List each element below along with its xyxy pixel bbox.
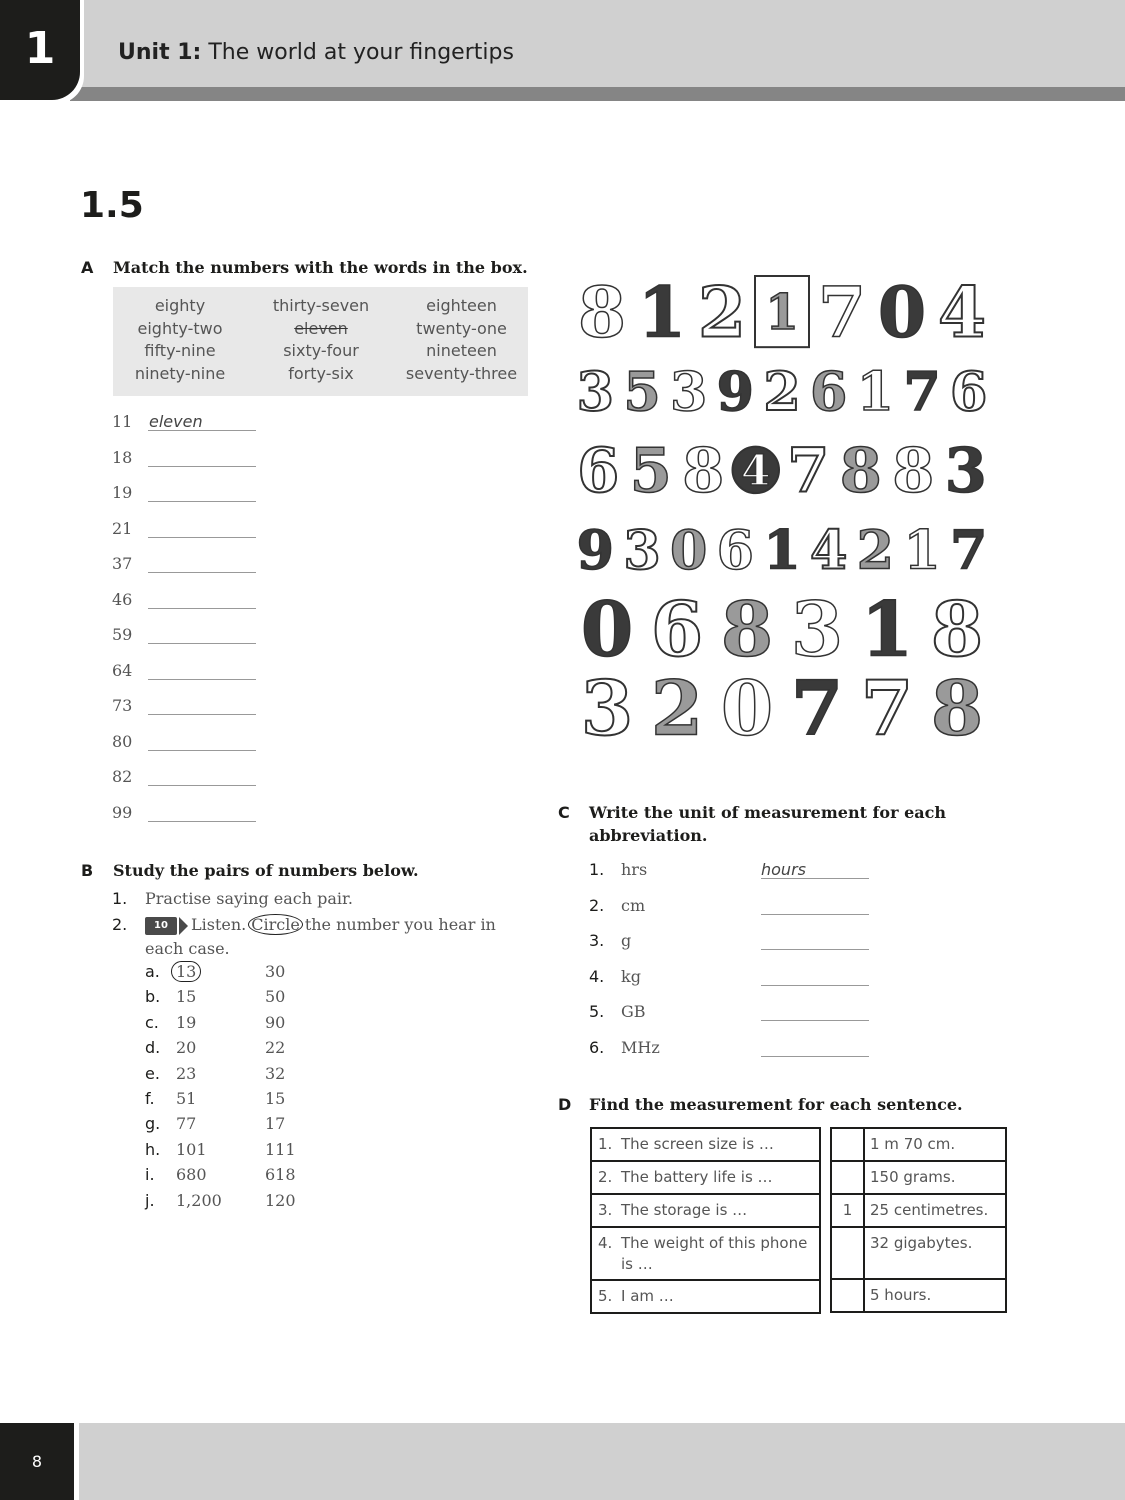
step-text-before: Listen. (191, 915, 247, 934)
item-number: 5. (589, 1002, 605, 1022)
match-number: 82 (112, 767, 133, 786)
sentence-text: The storage is … (621, 1194, 820, 1227)
match-item (112, 481, 272, 517)
play-icon (179, 917, 188, 935)
measurement-row (831, 1194, 1006, 1227)
match-answer-box[interactable]: 1 (831, 1194, 864, 1227)
measurement-text: 5 hours. (864, 1279, 1006, 1312)
exercise-d-letter: D (558, 1095, 572, 1114)
answer-line[interactable] (761, 914, 869, 915)
measurement-row (831, 1227, 1006, 1279)
sentence-row (591, 1128, 820, 1161)
item-number: 4. (589, 966, 605, 986)
pair-first-number[interactable]: 1,200 (176, 1190, 222, 1210)
sentence-number: 4. (591, 1227, 621, 1280)
measurement-text: 1 m 70 cm. (864, 1128, 1006, 1161)
pair-letter: j. (145, 1190, 155, 1210)
word-item: fifty-nine (144, 341, 216, 361)
abbreviation: hrs (621, 860, 648, 879)
word-column (247, 295, 395, 396)
abbreviation: MHz (621, 1037, 660, 1057)
measurement-text: 150 grams. (864, 1161, 1006, 1194)
match-item (112, 801, 272, 837)
pair-second-number[interactable]: 120 (265, 1190, 296, 1210)
pair-row (145, 1191, 345, 1216)
illustration-numeral: 5 (629, 435, 672, 507)
pair-letter: h. (145, 1139, 161, 1159)
abbreviation: kg (621, 966, 641, 986)
exercise-d-instruction: Find the measurement for each sentence. (589, 1095, 963, 1114)
answer-line[interactable] (148, 501, 256, 502)
match-answer-box[interactable] (831, 1227, 864, 1279)
match-number: 80 (112, 731, 133, 751)
exercise-b-steps (112, 887, 532, 961)
abbreviation: GB (621, 1002, 646, 1022)
illustration-numeral: 7 (860, 663, 914, 747)
illustration-numeral: 6 (949, 360, 988, 424)
abbreviation: g (621, 931, 632, 951)
pair-second-number[interactable]: 618 (265, 1165, 296, 1185)
abbreviation-item (589, 929, 889, 965)
word-column (113, 295, 247, 396)
pair-second-number[interactable]: 32 (265, 1063, 286, 1083)
answer-line[interactable] (148, 750, 256, 751)
match-item (112, 552, 272, 588)
answer-line[interactable] (148, 608, 256, 609)
illustration-numeral: 2 (856, 518, 895, 582)
pair-row (145, 1089, 345, 1114)
illustration-numeral: 3 (669, 360, 708, 424)
illustration-numeral: 8 (720, 584, 774, 674)
pair-second-number[interactable]: 50 (265, 987, 286, 1007)
illustration-numeral: 7 (790, 663, 844, 747)
pair-first-number[interactable]: 51 (176, 1088, 197, 1108)
answer-line[interactable] (761, 1020, 869, 1021)
sentence-number: 5. (591, 1280, 621, 1313)
illustration-numeral: 3 (576, 360, 615, 424)
pair-second-number[interactable]: 22 (265, 1038, 286, 1058)
illustration-numeral: 3 (944, 435, 987, 507)
word-item: twenty-one (416, 318, 507, 338)
answer-line[interactable] (148, 821, 256, 822)
word-item: seventy-three (405, 364, 518, 384)
measurements-table (830, 1127, 1007, 1313)
illustration-numeral: 5 (623, 360, 661, 424)
answer-text: hours (761, 860, 806, 879)
pair-second-number[interactable]: 30 (265, 962, 286, 981)
answer-line[interactable] (148, 785, 256, 786)
match-item (112, 410, 272, 446)
illustration-numeral: 6 (809, 360, 848, 424)
illustration-numeral: 8 (930, 584, 984, 674)
illustration-numeral: 4 (809, 518, 848, 582)
illustration-numeral: 8 (930, 663, 984, 747)
illustration-numeral: 7 (949, 518, 988, 582)
pair-first-number[interactable]: 15 (176, 987, 197, 1007)
pair-second-number[interactable]: 17 (265, 1114, 286, 1134)
illustration-numeral: 1 (856, 360, 895, 424)
illustration-numeral: 0 (877, 272, 927, 354)
illustration-numeral: 0 (669, 518, 708, 582)
answer-line[interactable] (761, 949, 869, 950)
sentence-text: The weight of this phone is … (621, 1227, 820, 1280)
answer-line[interactable] (148, 466, 256, 467)
abbreviation-item (589, 1000, 889, 1036)
match-answer-box[interactable] (831, 1279, 864, 1312)
exercise-a-instruction: Match the numbers with the words in the box. (113, 258, 528, 277)
pair-first-number[interactable]: 77 (176, 1114, 197, 1134)
word-box (113, 287, 528, 396)
sentence-row (591, 1280, 820, 1313)
pair-first-number[interactable]: 680 (176, 1165, 207, 1185)
item-number: 3. (589, 931, 605, 951)
pair-row (145, 1064, 345, 1089)
step-text-after: the number you hear in (304, 915, 496, 934)
match-item (112, 730, 272, 766)
abbreviation: cm (621, 895, 646, 915)
pair-row (145, 1114, 345, 1139)
word-item: eighty (154, 296, 206, 315)
pair-row (145, 1165, 345, 1190)
match-number: 59 (112, 625, 133, 644)
match-number: 46 (112, 589, 133, 609)
illustration-numeral: 2 (697, 272, 747, 354)
illustration-numeral: 6 (577, 435, 620, 507)
pair-letter: d. (145, 1038, 161, 1058)
word-item: nineteen (426, 341, 497, 361)
sentence-text: The screen size is … (621, 1128, 820, 1161)
abbreviation-item (589, 1036, 889, 1072)
match-number: 18 (112, 447, 133, 467)
sentence-row (591, 1161, 820, 1194)
match-number: 73 (112, 696, 133, 715)
sentence-row (591, 1194, 820, 1227)
match-number: 99 (112, 802, 133, 822)
number-pairs (145, 962, 345, 1216)
illustration-numeral: 9 (576, 518, 615, 582)
illustration-numeral: 3 (623, 518, 661, 582)
match-answer-box[interactable] (831, 1161, 864, 1194)
sentence-text: I am … (621, 1280, 820, 1313)
pair-letter: e. (145, 1063, 160, 1083)
word-column (395, 295, 528, 396)
word-item: forty-six (288, 364, 354, 384)
circled-word: Circle (248, 914, 303, 935)
measurement-text: 32 gigabytes. (864, 1227, 1006, 1279)
illustration-numeral: 3 (790, 584, 844, 674)
word-item: thirty-seven (272, 296, 370, 315)
illustration-numeral: 7 (817, 272, 867, 354)
pair-letter: a. (145, 962, 160, 981)
match-number: 37 (112, 554, 133, 573)
item-number: 1. (589, 860, 605, 879)
step-number: 1. (112, 889, 128, 908)
pair-first-number[interactable]: 20 (176, 1038, 197, 1058)
illustration-numeral: 2 (763, 360, 801, 424)
answer-line[interactable] (148, 537, 256, 538)
numbers-illustration (572, 272, 992, 747)
exercise-b-letter: B (81, 861, 94, 880)
word-item: sixty-four (283, 341, 359, 361)
match-item (112, 623, 272, 659)
exercise-c-instruction-line2: abbreviation. (589, 826, 708, 845)
illustration-numeral: 1 (763, 518, 801, 582)
illustration-numeral: 4 (741, 445, 771, 496)
step-text-wrap: each case. (145, 939, 230, 958)
pair-row (145, 987, 345, 1012)
measurement-text: 25 centimetres. (864, 1194, 1006, 1227)
exercise-a-letter: A (81, 258, 94, 277)
step-1 (112, 887, 532, 913)
pair-row (145, 962, 345, 987)
answer-text: eleven (149, 412, 203, 431)
match-number: 11 (112, 412, 133, 431)
illustration-numeral: 1 (860, 584, 914, 674)
audio-track-number: 10 (145, 917, 177, 935)
measurement-row (831, 1128, 1006, 1161)
section-number: 1.5 (80, 185, 144, 226)
answer-line[interactable] (148, 714, 256, 715)
match-number: 21 (112, 518, 133, 538)
abbreviation-item (589, 965, 889, 1001)
word-item: eighty-two (137, 318, 223, 338)
illustration-numeral: 8 (839, 435, 882, 507)
answer-line[interactable] (148, 643, 256, 644)
step-number: 2. (112, 915, 128, 934)
illustration-numeral: 1 (903, 518, 941, 582)
pair-first-number[interactable]: 13 (171, 961, 201, 982)
illustration-numeral: 8 (682, 435, 725, 507)
unit-title-text: The world at your fingertips (208, 40, 514, 65)
word-item-struck: eleven (294, 318, 348, 338)
sentence-text: The battery life is … (621, 1161, 820, 1194)
sentence-row (591, 1227, 820, 1280)
pair-letter: c. (145, 1012, 159, 1032)
sentences-table (590, 1127, 821, 1314)
illustration-numeral: 9 (716, 360, 755, 424)
item-number: 2. (589, 895, 605, 915)
illustration-numeral: 1 (637, 272, 687, 354)
unit-title (118, 40, 514, 65)
step-text: Practise saying each pair. (145, 889, 353, 908)
abbreviation-list (589, 858, 889, 1072)
illustration-numeral: 2 (650, 663, 704, 747)
pair-second-number[interactable]: 15 (265, 1088, 286, 1108)
illustration-numeral: 7 (787, 435, 830, 507)
step-text (145, 913, 532, 961)
footer-bar (79, 1423, 1125, 1500)
answer-line[interactable] (761, 1056, 869, 1057)
pair-letter: i. (145, 1165, 155, 1185)
sentence-number: 1. (591, 1128, 621, 1161)
exercise-b-instruction: Study the pairs of numbers below. (113, 861, 419, 880)
word-item: eighteen (426, 296, 497, 315)
match-item (112, 517, 272, 553)
match-item (112, 694, 272, 730)
pair-row (145, 1140, 345, 1165)
word-item: ninety-nine (134, 364, 226, 384)
sentence-number: 2. (591, 1161, 621, 1194)
match-answer-box[interactable] (831, 1128, 864, 1161)
pair-first-number[interactable]: 19 (176, 1012, 197, 1032)
illustration-numeral: 4 (937, 272, 987, 354)
match-number: 64 (112, 660, 133, 680)
pair-first-number[interactable]: 101 (176, 1139, 207, 1159)
pair-row (145, 1038, 345, 1063)
illustration-numeral: 0 (720, 663, 774, 747)
match-item (112, 659, 272, 695)
illustration-numeral: 6 (716, 518, 755, 582)
illustration-numeral: 1 (765, 284, 799, 341)
measurement-row (831, 1161, 1006, 1194)
illustration-numeral: 7 (903, 360, 941, 424)
abbreviation-item (589, 858, 889, 894)
illustration-numeral: 8 (577, 272, 627, 354)
measurement-row (831, 1279, 1006, 1312)
exercise-c-instruction-line1: Write the unit of measurement for each (589, 803, 947, 822)
match-item (112, 446, 272, 482)
match-number: 19 (112, 483, 133, 502)
pair-row (145, 1013, 345, 1038)
illustration-numeral: 8 (892, 435, 935, 507)
match-item (112, 765, 272, 801)
match-list (112, 410, 272, 836)
page-number: 8 (0, 1423, 74, 1500)
illustration-numeral: 0 (580, 584, 634, 674)
illustration-numeral: 3 (580, 663, 634, 747)
exercise-c-letter: C (558, 803, 570, 822)
pair-second-number[interactable]: 90 (265, 1012, 286, 1032)
step-2 (112, 913, 532, 961)
unit-number-badge: 1 (0, 0, 80, 100)
pair-second-number[interactable]: 111 (265, 1139, 296, 1159)
answer-line[interactable] (148, 679, 256, 680)
audio-track-button[interactable] (145, 917, 188, 935)
illustration-numeral: 6 (650, 584, 704, 674)
pair-first-number[interactable]: 23 (176, 1063, 197, 1083)
match-item (112, 588, 272, 624)
answer-line[interactable] (761, 985, 869, 986)
pair-letter: g. (145, 1114, 161, 1134)
pair-letter: b. (145, 987, 161, 1007)
sentence-number: 3. (591, 1194, 621, 1227)
item-number: 6. (589, 1037, 605, 1057)
abbreviation-item (589, 894, 889, 930)
header-strip (70, 87, 1125, 101)
answer-line[interactable] (148, 572, 256, 573)
unit-label: Unit 1: (118, 40, 202, 65)
pair-letter: f. (145, 1088, 155, 1108)
